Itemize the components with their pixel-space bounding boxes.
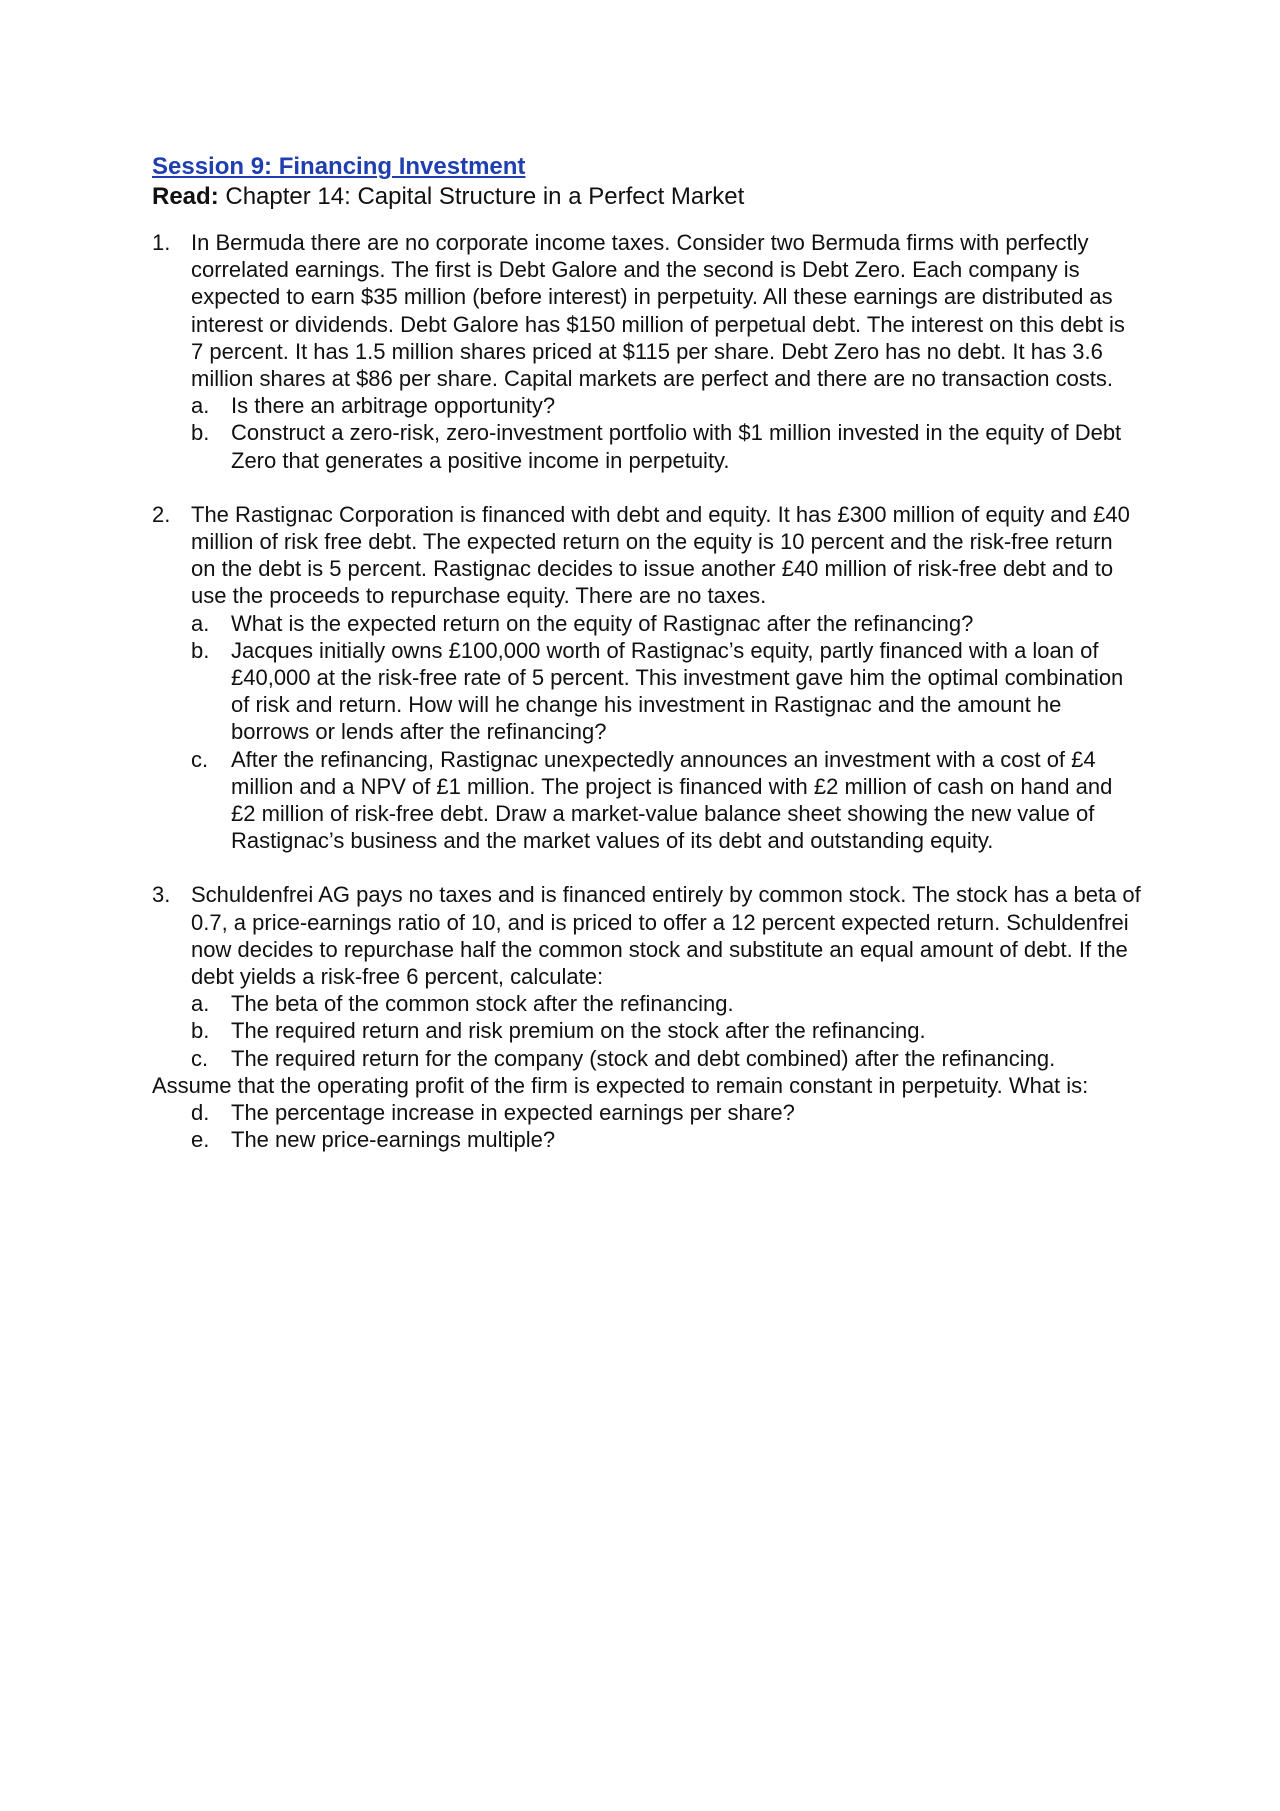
question-part: [191, 1126, 1142, 1153]
part-text: Is there an arbitrage opportunity?: [231, 393, 556, 419]
question-part: [191, 990, 1142, 1017]
part-letter: b.: [191, 637, 210, 663]
question-parts: [191, 392, 1142, 474]
document-page: [152, 152, 1142, 1154]
part-letter: c.: [191, 1045, 209, 1071]
part-letter: d.: [191, 1100, 210, 1126]
part-letter: b.: [191, 420, 210, 446]
part-text: Construct a zero-risk, zero-investment portfolio with $1 million invested in the equity of Debt Zero that generates a positive income in perpetuity.: [231, 420, 1122, 473]
question-text: In Bermuda there are no corporate income taxes. Consider two Bermuda firms with perfectly correlated earnings. The first is Debt Galore and the second is Debt Zero. Each company is expected to earn $35 million (before interest) in perpetuity. All these earnings are distributed as interest or dividends. Debt Galore has $150 million of perpetual debt. The interest on this debt is 7 percent. It has 1.5 million shares priced at $115 per share. Debt Zero has no debt. It has 3.6 million shares at $86 per share. Capital markets are perfect and there are no transaction costs.: [191, 230, 1125, 392]
read-label: Read:: [152, 183, 219, 210]
session-header: [152, 152, 1142, 182]
part-letter: a.: [191, 991, 210, 1017]
question-part: [191, 746, 1142, 855]
question-part: [191, 637, 1142, 746]
part-letter: c.: [191, 746, 209, 772]
part-text: The percentage increase in expected earnings per share?: [231, 1100, 795, 1126]
question-parts: [191, 1099, 1142, 1153]
question-3-continued: [152, 1099, 1142, 1153]
part-text: The beta of the common stock after the refinancing.: [231, 991, 734, 1017]
question-part: [191, 1099, 1142, 1126]
part-text: The new price-earnings multiple?: [231, 1127, 556, 1153]
part-letter: b.: [191, 1018, 210, 1044]
question-part: [191, 1017, 1142, 1044]
part-letter: a.: [191, 610, 210, 636]
session-title-link[interactable]: Session 9: Financing Investment: [152, 153, 526, 180]
read-chapter: Chapter 14: Capital Structure in a Perfect Market: [218, 183, 745, 210]
question-number: 3.: [152, 882, 171, 908]
question-2: [152, 501, 1142, 855]
question-number: 1.: [152, 230, 171, 255]
reading-assignment: [152, 182, 1142, 212]
question-3-note: Assume that the operating profit of the firm is expected to remain constant in perpetuity. What is:: [152, 1072, 1089, 1098]
question-part: [191, 1045, 1142, 1072]
question-text: Schuldenfrei AG pays no taxes and is financed entirely by common stock. The stock has a beta of 0.7, a price-earnings ratio of 10, and is priced to offer a 12 percent expected return. Schuldenfrei now decides to repurchase half the common stock and substitute an equal amount of debt. If the debt yields a risk-free 6 percent, calculate:: [191, 882, 1141, 990]
question-text: The Rastignac Corporation is financed with debt and equity. It has £300 million of equity and £40 million of risk free debt. The expected return on the equity is 10 percent and the risk-free return on the debt is 5 percent. Rastignac decides to issue another £40 million of risk-free debt and to use the proceeds to repurchase equity. There are no taxes.: [191, 501, 1130, 609]
question-parts: [191, 610, 1142, 855]
part-text: The required return and risk premium on the stock after the refinancing.: [231, 1018, 926, 1044]
part-text: The required return for the company (stock and debt combined) after the refinancing.: [231, 1045, 1056, 1071]
question-1: [152, 229, 1142, 474]
question-part: [191, 610, 1142, 637]
part-text: After the refinancing, Rastignac unexpectedly announces an investment with a cost of £4 million and a NPV of £1 million. The project is financed with £2 million of cash on hand and £2 million of risk-free debt. Draw a market-value balance sheet showing the new value of Rastignac’s business and the market values of its debt and outstanding equity.: [231, 746, 1113, 854]
question-3: [152, 881, 1142, 1071]
question-part: [191, 392, 1142, 419]
part-letter: e.: [191, 1127, 210, 1153]
part-text: Jacques initially owns £100,000 worth of Rastignac’s equity, partly financed with a loan of £40,000 at the risk-free rate of 5 percent. This investment gave him the optimal combination of risk and return. How will he change his investment in Rastignac and the amount he borrows or lends after the refinancing?: [231, 637, 1124, 745]
part-letter: a.: [191, 393, 210, 419]
part-text: What is the expected return on the equity of Rastignac after the refinancing?: [231, 610, 974, 636]
question-part: [191, 419, 1142, 473]
question-parts: [191, 990, 1142, 1072]
question-number: 2.: [152, 501, 171, 527]
